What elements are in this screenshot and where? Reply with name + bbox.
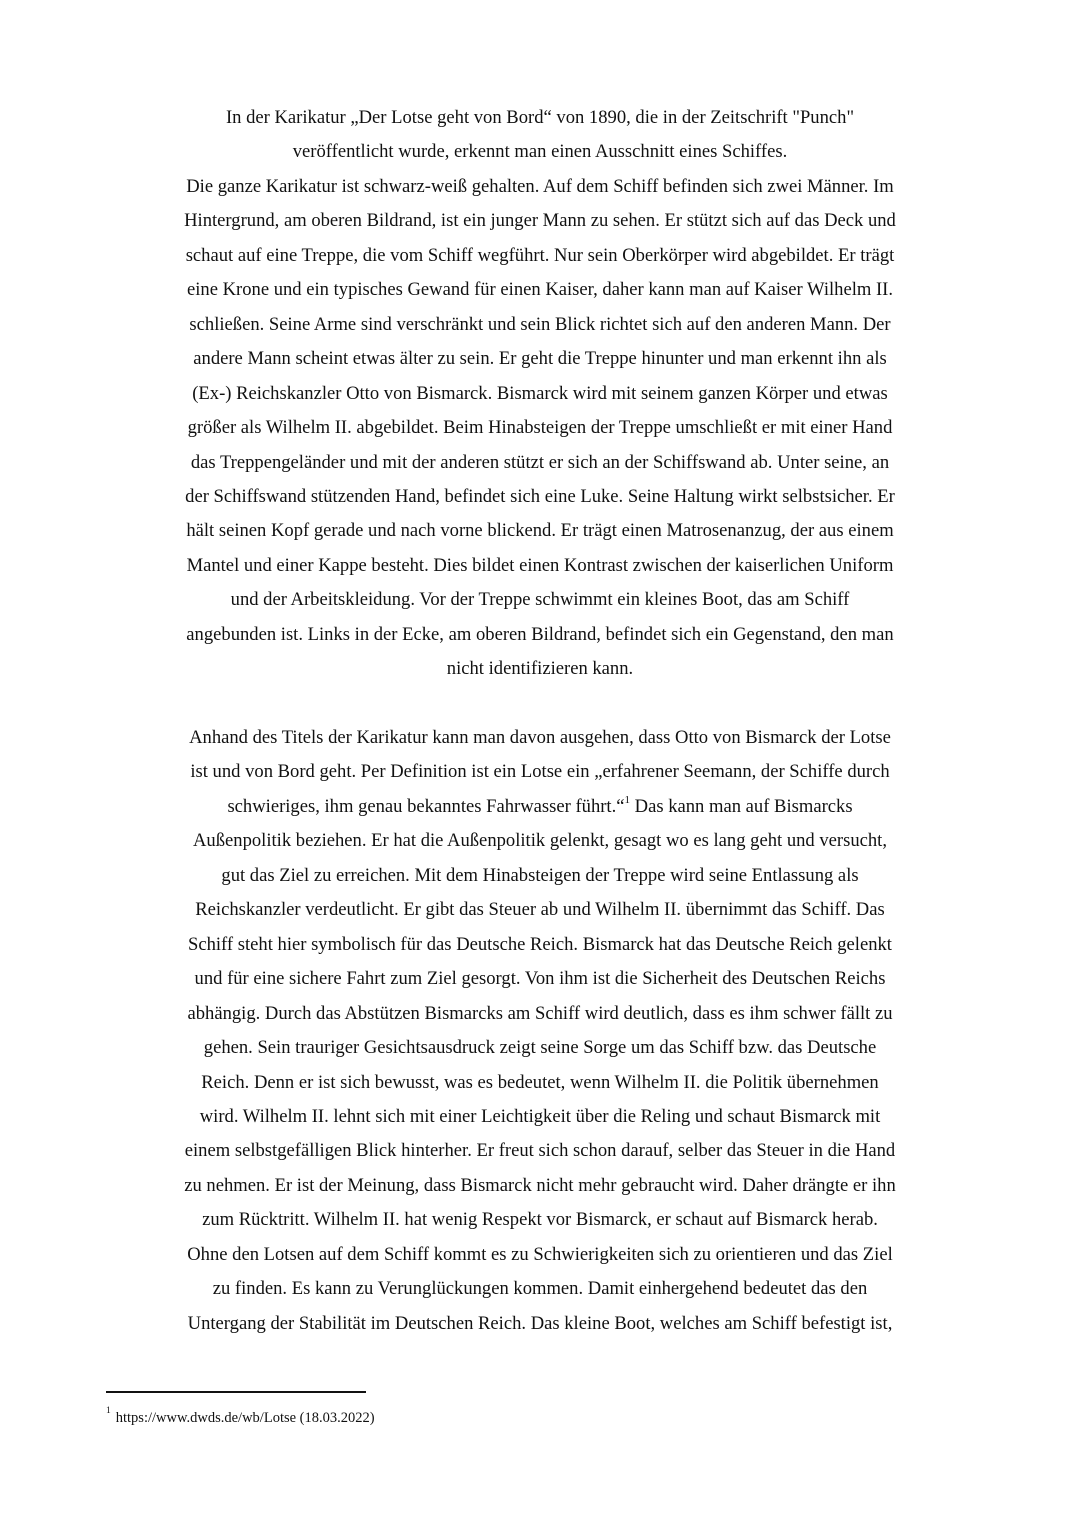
footnote-separator bbox=[106, 1391, 366, 1393]
text-line: größer als Wilhelm II. abgebildet. Beim Hinabsteigen der Treppe umschließt er mit einer Hand bbox=[187, 417, 893, 439]
text-line: Schiff steht hier symbolisch für das Deutsche Reich. Bismarck hat das Deutsche Reich gelenkt bbox=[188, 933, 892, 955]
text-line: nicht identifizieren kann. bbox=[446, 658, 634, 680]
text-line: und für eine sichere Fahrt zum Ziel gesorgt. Von ihm ist die Sicherheit des Deutschen Reichs bbox=[194, 968, 886, 990]
text-line: Hintergrund, am oberen Bildrand, ist ein junger Mann zu sehen. Er stützt sich auf das Deck und bbox=[184, 210, 896, 232]
text-line: Anhand des Titels der Karikatur kann man davon ausgehen, dass Otto von Bismarck der Lotse bbox=[189, 727, 891, 748]
text-line: schaut auf eine Treppe, die vom Schiff wegführt. Nur sein Oberkörper wird abgebildet. Er trägt bbox=[185, 244, 895, 266]
footnote-reference: 1 bbox=[624, 793, 630, 806]
text-line: zu nehmen. Er ist der Meinung, dass Bismarck nicht mehr gebraucht wird. Daher drängte er ihn bbox=[184, 1174, 896, 1196]
paragraph-interpretation bbox=[96, 721, 984, 1341]
text-line: Ohne den Lotsen auf dem Schiff kommt es zu Schwierigkeiten sich zu orientieren und das Ziel bbox=[187, 1243, 893, 1265]
text-line: angebunden ist. Links in der Ecke, am oberen Bildrand, befindet sich ein Gegenstand, den man bbox=[186, 623, 894, 645]
text-line: (Ex-) Reichskanzler Otto von Bismarck. Bismarck wird mit seinem ganzen Körper und etwas bbox=[192, 382, 888, 404]
text-line: veröffentlicht wurde, erkennt man einen Ausschnitt eines Schiffes. bbox=[292, 141, 788, 163]
text-line: ist und von Bord geht. Per Definition ist ein Lotse ein „erfahrener Seemann, der Schiffe durch bbox=[190, 761, 890, 783]
text-line-with-footnote-ref bbox=[96, 790, 984, 824]
text-line: andere Mann scheint etwas älter zu sein. Er geht die Treppe hinunter und man erkennt ihn als bbox=[193, 348, 887, 370]
text-line: Reichskanzler verdeutlicht. Er gibt das Steuer ab und Wilhelm II. übernimmt das Schiff. Das bbox=[195, 899, 885, 921]
text-line: schließen. Seine Arme sind verschränkt und sein Blick richtet sich auf den anderen Mann. Der bbox=[189, 313, 891, 335]
text-line: wird. Wilhelm II. lehnt sich mit einer Leichtigkeit über die Reling und schaut Bismarck mit bbox=[199, 1105, 881, 1127]
text-line: Untergang der Stabilität im Deutschen Reich. Das kleine Boot, welches am Schiff befestigt ist, bbox=[187, 1312, 893, 1334]
text-line: Reich. Denn er ist sich bewusst, was es bedeutet, wenn Wilhelm II. die Politik übernehmen bbox=[201, 1071, 879, 1093]
text-line: eine Krone und ein typisches Gewand für einen Kaiser, daher kann man auf Kaiser Wilhelm II. bbox=[186, 279, 894, 301]
footnote-marker: 1 bbox=[106, 1406, 111, 1417]
text-line: Die ganze Karikatur ist schwarz-weiß gehalten. Auf dem Schiff befinden sich zwei Männer. Im bbox=[186, 175, 894, 197]
text-segment: Das kann man auf Bismarcks bbox=[630, 795, 853, 817]
text-line: In der Karikatur „Der Lotse geht von Bord“ von 1890, die in der Zeitschrift "Punch" bbox=[225, 107, 855, 128]
text-line: Außenpolitik beziehen. Er hat die Außenpolitik gelenkt, gesagt wo es lang geht und versucht, bbox=[193, 830, 887, 852]
footnote-text: https://www.dwds.de/wb/Lotse (18.03.2022) bbox=[115, 1410, 375, 1426]
text-line: gehen. Sein trauriger Gesichtsausdruck zeigt seine Sorge um das Schiff bzw. das Deutsche bbox=[203, 1037, 877, 1059]
text-line: zu finden. Es kann zu Verunglückungen kommen. Damit einhergehend bedeutet das den bbox=[212, 1278, 868, 1300]
text-line: und der Arbeitskleidung. Vor der Treppe schwimmt ein kleines Boot, das am Schiff bbox=[230, 589, 850, 611]
paragraph-description bbox=[96, 101, 984, 687]
footnote bbox=[106, 1408, 375, 1428]
text-line: gut das Ziel zu erreichen. Mit dem Hinabsteigen der Treppe wird seine Entlassung als bbox=[221, 864, 859, 886]
text-segment: schwieriges, ihm genau bekanntes Fahrwasser führt.“ bbox=[227, 795, 625, 817]
text-line: abhängig. Durch das Abstützen Bismarcks am Schiff wird deutlich, dass es ihm schwer fällt zu bbox=[187, 1002, 893, 1024]
text-line: Mantel und einer Kappe besteht. Dies bildet einen Kontrast zwischen der kaiserlichen Uniform bbox=[186, 554, 894, 576]
text-line: der Schiffswand stützenden Hand, befindet sich eine Luke. Seine Haltung wirkt selbstsicher. Er bbox=[185, 485, 895, 507]
text-line: einem selbstgefälligen Blick hinterher. Er freut sich schon darauf, selber das Steuer in die Hand bbox=[184, 1140, 896, 1162]
text-line: zum Rücktritt. Wilhelm II. hat wenig Respekt vor Bismarck, er schaut auf Bismarck herab. bbox=[202, 1209, 878, 1231]
text-line: das Treppengeländer und mit der anderen stützt er sich an der Schiffswand ab. Unter seine, an bbox=[190, 451, 890, 473]
text-line: hält seinen Kopf gerade und nach vorne blickend. Er trägt einen Matrosenanzug, der aus einem bbox=[186, 520, 894, 542]
